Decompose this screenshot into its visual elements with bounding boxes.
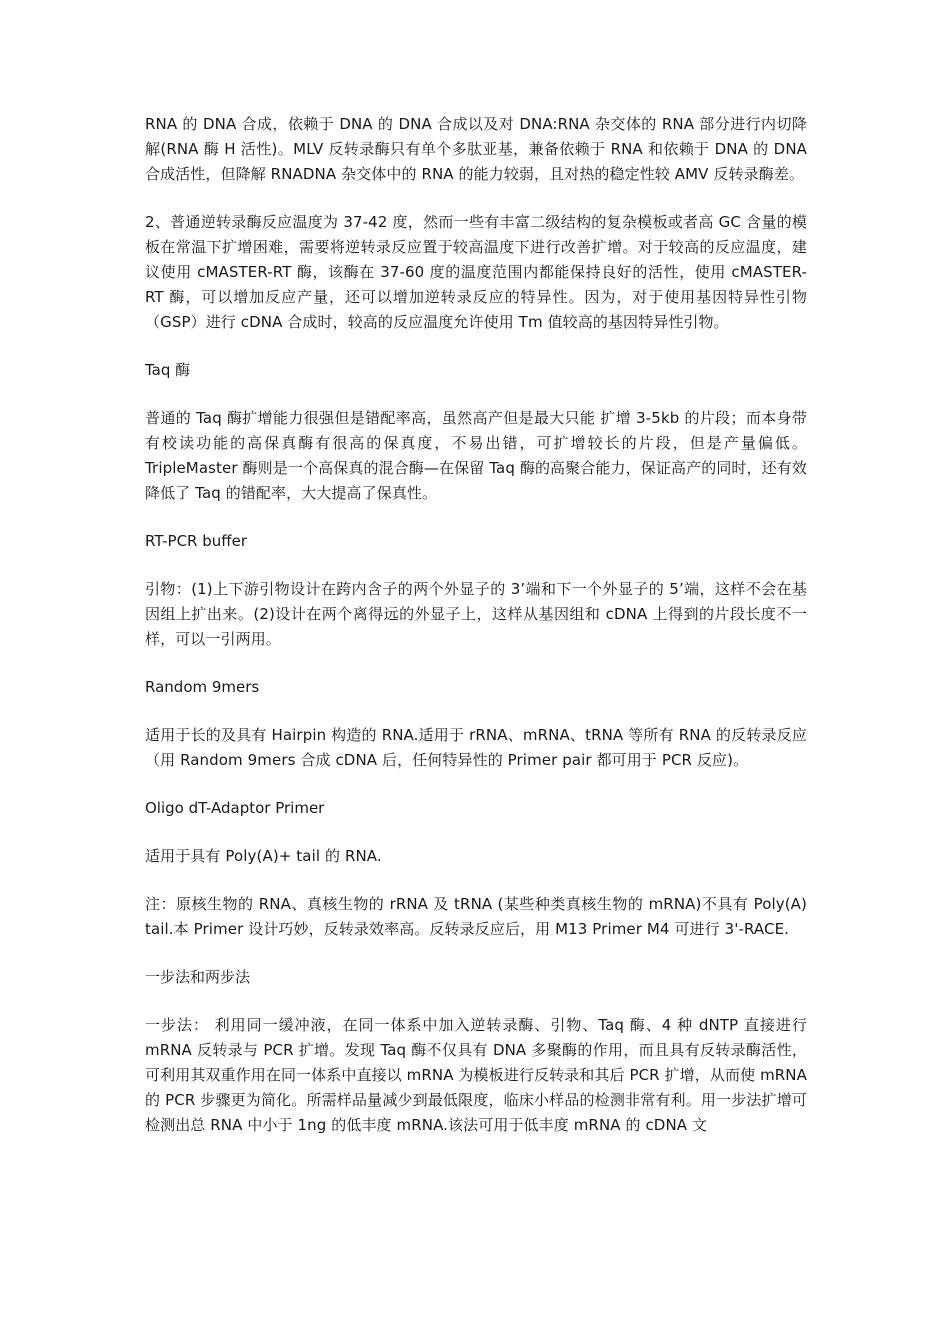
heading-one-step-two-step: 一步法和两步法 xyxy=(145,968,251,986)
paragraph-random-9mers: 适用于长的及具有 Hairpin 构造的 RNA.适用于 rRNA、mRNA、tRNA 等所有 RNA 的反转录反应（用 Random 9mers 合成 cDNA 后，任何特异性的 Primer pair 都可用于 PCR 反应)。 xyxy=(145,726,807,769)
paragraph-mlv-reverse-transcriptase: RNA 的 DNA 合成，依赖于 DNA 的 DNA 合成以及对 DNA:RNA 杂交体的 RNA 部分进行内切降解(RNA 酶 H 活性)。MLV 反转录酶只有单个多肽亚基，兼备依赖于 RNA 和依赖于 DNA 的 DNA 合成活性，但降解 RNADNA 杂交体中的 RNA 的能力较弱，且对热的稳定性较 AMV 反转录酶差。 xyxy=(145,115,807,183)
paragraph-taq-enzyme: 普通的 Taq 酶扩增能力很强但是错配率高，虽然高产但是最大只能 扩增 3-5kb 的片段；而本身带有校读功能的高保真酶有很高的保真度，不易出错，可扩增较长的片段，但是产量偏低。TripleMaster 酶则是一个高保真的混合酶—在保留 Taq 酶的高聚合能力，保证高产的同时，还有效降低了 Taq 的错配率，大大提高了保真性。 xyxy=(145,409,807,502)
paragraph-one-step-method: 一步法： 利用同一缓冲液，在同一体系中加入逆转录酶、引物、Taq 酶、4 种 dNTP 直接进行 mRNA 反转录与 PCR 扩增。发现 Taq 酶不仅具有 DNA 多聚酶的作用，而且具有反转录酶活性，可利用其双重作用在同一体系中直接以 mRNA 为模板进行反转录和其后 PCR 扩增，从而使 mRNA 的 PCR 步骤更为简化。所需样品量减少到最低限度，临床小样品的检测非常有利。用一步法扩增可检测出总 RNA 中小于 1ng 的低丰度 mRNA.该法可用于低丰度 mRNA 的 cDNA 文 xyxy=(145,1016,807,1134)
heading-oligo-dt-adaptor-primer: Oligo dT-Adaptor Primer xyxy=(145,799,325,817)
heading-rt-pcr-buffer: RT-PCR buffer xyxy=(145,532,247,550)
document-body xyxy=(145,112,807,1138)
paragraph-reaction-temperature: 2、普通逆转录酶反应温度为 37-42 度，然而一些有丰富二级结构的复杂模板或者高 GC 含量的模板在常温下扩增困难，需要将逆转录反应置于较高温度下进行改善扩增。对于较高的反应温度，建议使用 cMASTER-RT 酶，该酶在 37-60 度的温度范围内都能保持良好的活性，使用 cMASTER-RT 酶，可以增加反应产量，还可以增加逆转录反应的特异性。因为，对于使用基因特异性引物（GSP）进行 cDNA 合成时，较高的反应温度允许使用 Tm 值较高的基因特异性引物。 xyxy=(145,213,807,331)
heading-taq-enzyme: Taq 酶 xyxy=(145,361,191,379)
heading-random-9mers: Random 9mers xyxy=(145,678,260,696)
paragraph-oligo-dt-usage: 适用于具有 Poly(A)+ tail 的 RNA. xyxy=(145,847,382,865)
paragraph-note: 注：原核生物的 RNA、真核生物的 rRNA 及 tRNA (某些种类真核生物的 mRNA)不具有 Poly(A) tail.本 Primer 设计巧妙，反转录效率高。反转录反应后，用 M13 Primer M4 可进行 3'-RACE. xyxy=(145,895,807,938)
paragraph-primers: 引物：(1)上下游引物设计在跨内含子的两个外显子的 3’端和下一个外显子的 5’端，这样不会在基因组上扩出来。(2)设计在两个离得远的外显子上，这样从基因组和 cDNA 上得到的片段长度不一样，可以一引两用。 xyxy=(145,580,807,648)
